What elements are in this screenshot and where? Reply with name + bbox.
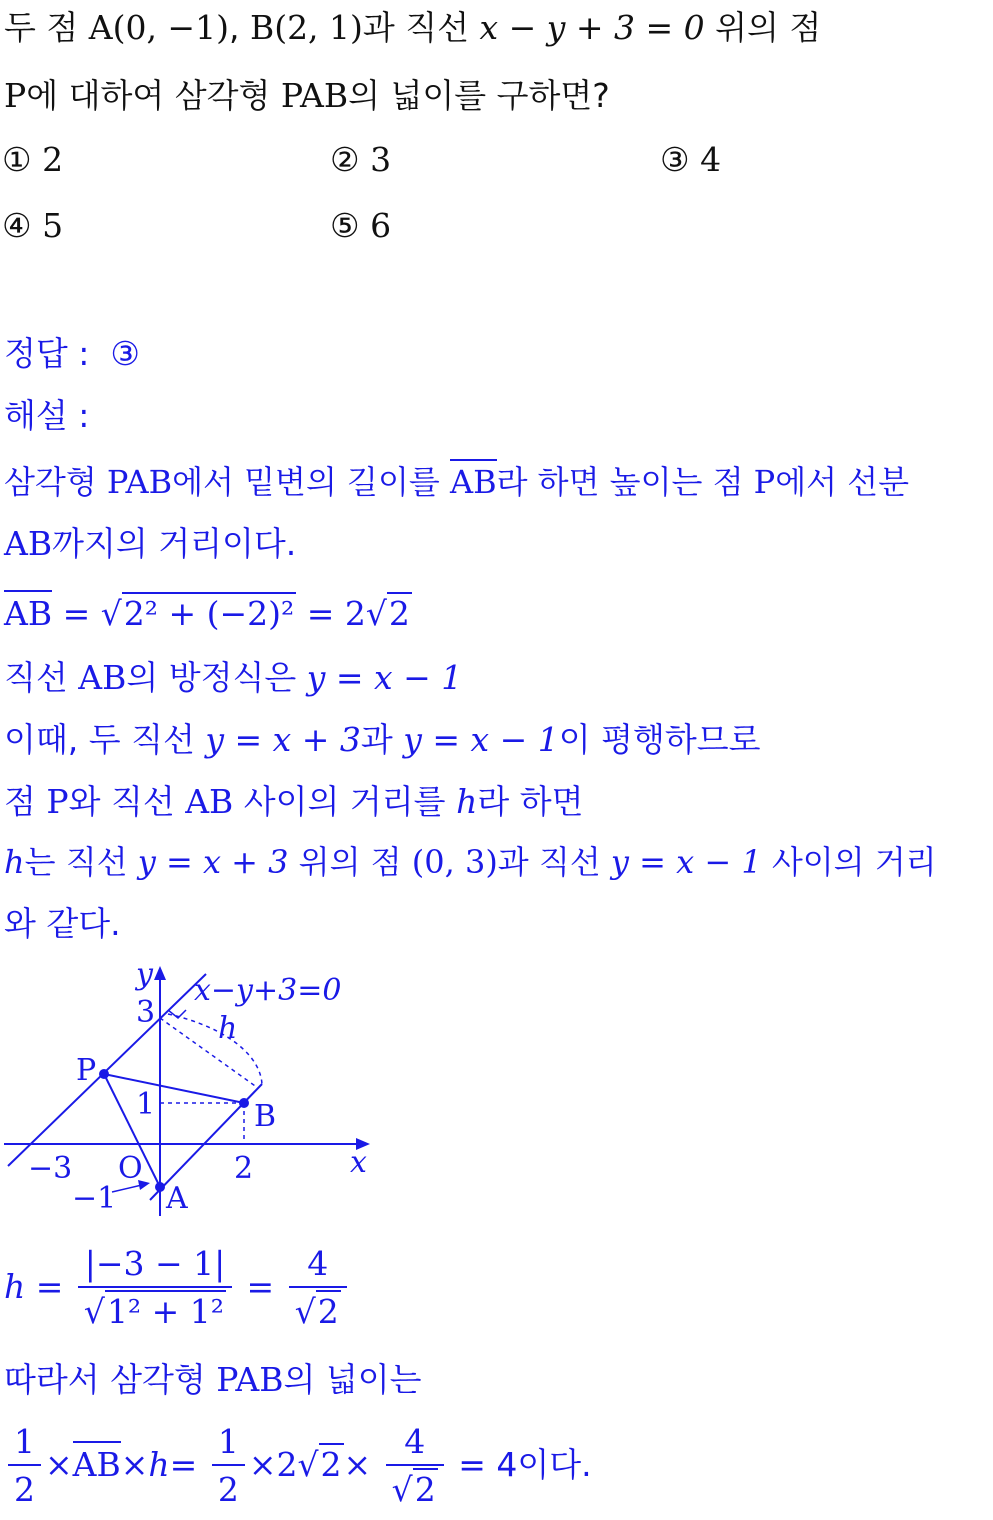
choice-3[interactable]: ③ 4: [660, 140, 722, 179]
equals: =: [52, 594, 101, 633]
solution-text: 점: [4, 782, 47, 821]
solution-text: 이때, 두 직선: [4, 720, 206, 759]
segment-pb: [104, 1074, 244, 1103]
times: ×: [120, 1445, 149, 1484]
equals: =: [169, 1445, 198, 1484]
solution-text: 위의 점: [288, 843, 412, 881]
times: ×: [45, 1445, 73, 1484]
tick-2: 2: [234, 1151, 254, 1186]
solution-text: 과: [360, 720, 404, 759]
solution-line-7: [4, 842, 937, 882]
problem-line-2: [4, 76, 610, 116]
h-denominator: √1² + 1²: [83, 1292, 225, 1331]
radicand: 2: [317, 1292, 339, 1331]
point-p: P: [753, 463, 776, 501]
point-b: B(2, 1): [249, 8, 363, 47]
two: 2: [276, 1445, 298, 1484]
problem-text: 과 직선: [362, 8, 480, 47]
solution-text: 직선: [4, 658, 79, 697]
b-label: B: [254, 1099, 277, 1134]
line-equation: x − y + 3 = 0: [479, 8, 705, 47]
solution-line-8: 와 같다.: [4, 904, 121, 943]
solution-line-1: [4, 462, 909, 502]
h-fraction: [78, 1242, 232, 1336]
solution-line-5: [4, 720, 761, 760]
coordinate-figure: [0, 958, 400, 1220]
denominator: 2: [217, 1470, 239, 1509]
choice-2[interactable]: ② 3: [330, 140, 392, 179]
equation: y = x + 3: [205, 720, 361, 759]
h-brace: [168, 1014, 262, 1086]
tick-neg3: −3: [28, 1151, 73, 1186]
solution-text: 의 방정식은: [126, 658, 307, 697]
radicand: 2: [320, 1445, 342, 1484]
solution-text: 는 직선: [24, 843, 138, 881]
solution-line-3: [4, 594, 412, 634]
problem-text: 에 대하여 삼각형: [26, 76, 281, 115]
solution-text: 사이의 거리를: [233, 782, 457, 821]
result: = 2: [296, 594, 366, 633]
sqrt-two: √2: [365, 594, 410, 633]
point-p-dot: [99, 1069, 109, 1079]
tick-neg1: −1: [72, 1181, 117, 1216]
solution-line-4: [4, 658, 462, 698]
a-label: A: [166, 1181, 188, 1216]
height-h: h: [148, 1445, 170, 1484]
sqrt-expression: √2² + (−2)²: [100, 594, 295, 633]
numerator: 1: [8, 1420, 41, 1466]
answer-label: 정답 :: [4, 334, 90, 373]
h-label: h: [218, 1011, 238, 1046]
segment-ab: AB: [78, 658, 127, 697]
equation: y = x − 1: [403, 720, 559, 759]
radicand: 1² + 1²: [106, 1292, 225, 1331]
radicand: 2: [414, 1470, 436, 1509]
point-0-3: (0, 3): [411, 843, 498, 881]
tick-1: 1: [136, 1087, 156, 1122]
times: ×: [343, 1445, 372, 1484]
solution-text: 까지의 거리이다.: [52, 524, 297, 563]
four-over-root2: [386, 1420, 444, 1514]
problem-text: ,: [228, 8, 250, 47]
triangle-pab: PAB: [280, 76, 349, 115]
solution-text: 삼각형: [4, 463, 107, 501]
problem-text: 위의 점: [704, 8, 822, 47]
point-p: P: [46, 782, 69, 821]
solution-line-2: [4, 524, 296, 564]
radicand: 2: [388, 594, 410, 633]
solution-text: 와 직선: [68, 782, 186, 821]
answer-line: [4, 334, 140, 374]
point-a-dot: [155, 1182, 165, 1192]
denominator: √2: [391, 1470, 436, 1509]
solution-label: 해설 :: [4, 396, 90, 435]
choice-5[interactable]: ⑤ 6: [330, 206, 392, 245]
h-formula: [4, 1232, 351, 1342]
height-h: h: [456, 782, 478, 821]
line-ab-equation: y = x − 1: [306, 658, 463, 697]
segment-ab: AB: [185, 782, 234, 821]
h-denominator-2: √2: [294, 1292, 339, 1331]
height-h: h: [4, 843, 25, 881]
point-p: P: [4, 76, 27, 115]
solution-line-6: [4, 782, 583, 822]
problem-text: 두 점: [4, 8, 89, 47]
solution-text: 라 하면 높이는 점: [496, 463, 754, 501]
area-formula: [4, 1410, 592, 1520]
answer-value: ③: [110, 334, 140, 373]
solution-text: 사이의 거리: [761, 843, 937, 881]
h-fraction-2: [289, 1242, 347, 1336]
half-fraction: [8, 1420, 41, 1514]
segment-ab: AB: [4, 590, 52, 633]
problem-text: 의 넓이를 구하면?: [348, 76, 610, 115]
solution-text: 의 넓이는: [283, 1360, 422, 1399]
choice-1[interactable]: ① 2: [2, 140, 64, 179]
triangle-pab: PAB: [106, 463, 173, 501]
segment-ab: AB: [450, 459, 497, 501]
choice-4[interactable]: ④ 5: [2, 206, 64, 245]
equation: y = x − 1: [610, 843, 762, 881]
times: ×: [248, 1445, 277, 1484]
y-axis-arrow: [154, 966, 166, 980]
line-label: x−y+3=0: [194, 973, 342, 1008]
radicand: 2² + (−2)²: [123, 594, 295, 633]
solution-text: 과 직선: [497, 843, 611, 881]
solution-text: 따라서 삼각형: [4, 1360, 217, 1399]
numerator: 4: [386, 1420, 444, 1466]
equals: =: [246, 1267, 275, 1306]
problem-line-1: [4, 8, 821, 48]
point-b-dot: [239, 1098, 249, 1108]
area-intro: [4, 1360, 422, 1400]
x-axis-label: x: [350, 1145, 367, 1180]
origin-label: O: [118, 1151, 143, 1186]
half-fraction-2: [212, 1420, 245, 1514]
h-lhs: h =: [4, 1267, 64, 1306]
segment-ab: AB: [73, 1441, 121, 1484]
solution-text: 에서 선분: [775, 463, 910, 501]
triangle-pab: PAB: [216, 1360, 284, 1399]
numerator: 1: [212, 1420, 245, 1466]
h-numerator-2: 4: [289, 1242, 347, 1288]
denominator: 2: [14, 1470, 35, 1509]
solution-text: 에서 밑변의 길이를: [172, 463, 450, 501]
solution-text: 이 평행하므로: [558, 720, 761, 759]
sqrt-two: √2: [297, 1445, 342, 1484]
point-a: A(0, −1): [88, 8, 229, 47]
tick-3: 3: [136, 995, 156, 1030]
perpendicular-h: [160, 1018, 258, 1088]
segment-ab: AB: [4, 524, 53, 563]
y-axis-label: y: [136, 958, 153, 992]
p-label: P: [76, 1053, 97, 1088]
equation: y = x + 3: [137, 843, 289, 881]
area-result: = 4이다.: [447, 1445, 592, 1484]
solution-text: 라 하면: [477, 782, 584, 821]
h-numerator: |−3 − 1|: [78, 1242, 232, 1288]
